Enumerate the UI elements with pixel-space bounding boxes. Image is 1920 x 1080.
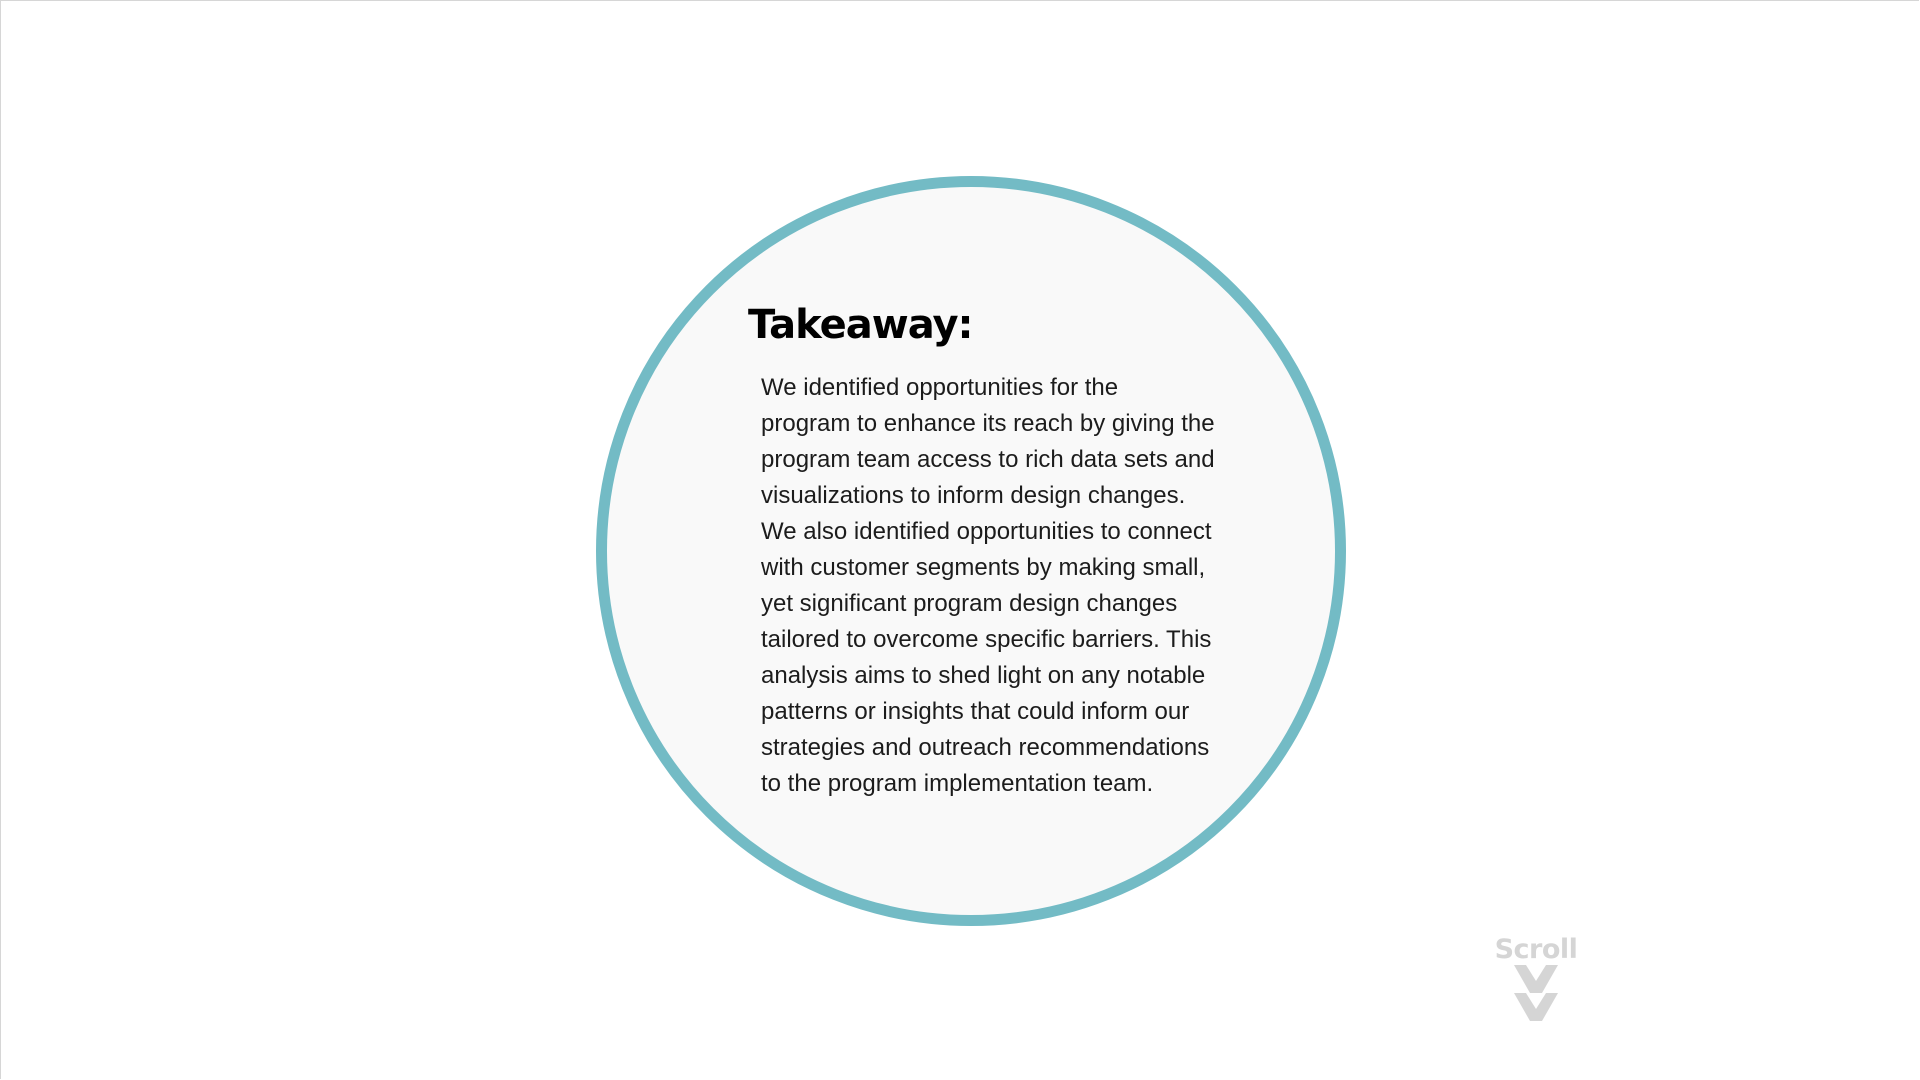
takeaway-line: strategies and outreach recommendations [761,734,1210,761]
scroll-label: Scroll [1494,934,1578,965]
takeaway-line: visualizations to inform design changes. [761,482,1186,509]
chevron-down-icon [1514,965,1558,993]
takeaway-line: yet significant program design changes [761,590,1178,617]
takeaway-line: We identified opportunities for the [761,374,1119,401]
scroll-hint[interactable] [1490,934,1582,1021]
takeaway-line: to the program implementation team. [761,770,1154,797]
takeaway-title: Takeaway: [748,302,973,348]
takeaway-line: We also identified opportunities to connect [761,518,1212,545]
takeaway-line: program team access to rich data sets and [761,446,1215,473]
takeaway-line: patterns or insights that could inform our [761,698,1190,725]
takeaway-line: with customer segments by making small, [761,554,1206,581]
takeaway-line: tailored to overcome specific barriers. This [761,626,1212,653]
takeaway-line: analysis aims to shed light on any notable [761,662,1206,689]
takeaway-body [761,370,1261,802]
takeaway-line: program to enhance its reach by giving the [761,410,1215,437]
chevron-down-icon [1514,993,1558,1021]
